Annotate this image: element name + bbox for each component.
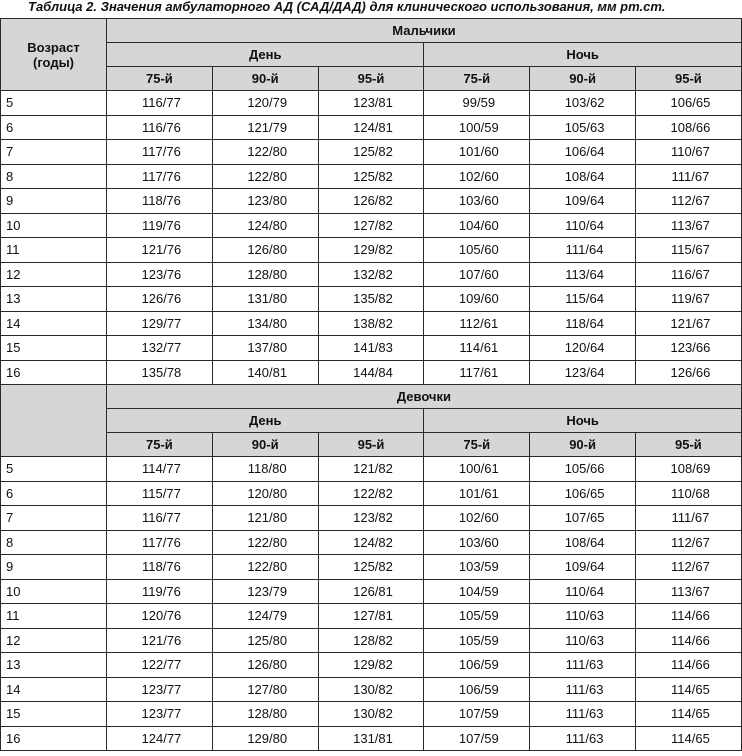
- section-title: Девочки: [107, 385, 742, 409]
- age-cell: 9: [1, 189, 107, 214]
- bp-value-cell: 134/80: [212, 311, 318, 336]
- bp-value-cell: 111/63: [530, 702, 636, 727]
- bp-value-cell: 137/80: [212, 336, 318, 361]
- bp-value-cell: 123/64: [530, 360, 636, 385]
- period-day-header: День: [107, 409, 424, 433]
- bp-value-cell: 112/61: [424, 311, 530, 336]
- bp-value-cell: 135/82: [318, 287, 424, 312]
- bp-value-cell: 116/77: [107, 91, 213, 116]
- bp-value-cell: 105/60: [424, 238, 530, 263]
- bp-value-cell: 123/77: [107, 702, 213, 727]
- bp-value-cell: 123/81: [318, 91, 424, 116]
- table-row: [1, 457, 742, 482]
- table-row: [1, 262, 742, 287]
- bp-value-cell: 128/82: [318, 628, 424, 653]
- bp-value-cell: 115/77: [107, 481, 213, 506]
- table-row: [1, 530, 742, 555]
- table-row: [1, 287, 742, 312]
- bp-value-cell: 110/68: [635, 481, 741, 506]
- bp-value-cell: 104/59: [424, 579, 530, 604]
- bp-value-cell: 110/63: [530, 628, 636, 653]
- bp-value-cell: 117/76: [107, 164, 213, 189]
- bp-value-cell: 132/77: [107, 336, 213, 361]
- bp-value-cell: 102/60: [424, 164, 530, 189]
- bp-value-cell: 114/65: [635, 726, 741, 751]
- bp-value-cell: 119/76: [107, 579, 213, 604]
- bp-value-cell: 125/82: [318, 555, 424, 580]
- bp-value-cell: 121/79: [212, 115, 318, 140]
- bp-value-cell: 108/64: [530, 164, 636, 189]
- bp-value-cell: 117/76: [107, 530, 213, 555]
- period-night-header: Ночь: [424, 409, 741, 433]
- bp-value-cell: 111/64: [530, 238, 636, 263]
- bp-value-cell: 121/76: [107, 628, 213, 653]
- table-row: [1, 189, 742, 214]
- bp-value-cell: 123/80: [212, 189, 318, 214]
- age-cell: 13: [1, 287, 107, 312]
- bp-value-cell: 107/59: [424, 702, 530, 727]
- table-body: [1, 19, 742, 751]
- bp-value-cell: 101/60: [424, 140, 530, 165]
- bp-value-cell: 127/82: [318, 213, 424, 238]
- bp-value-cell: 106/59: [424, 653, 530, 678]
- age-cell: 15: [1, 336, 107, 361]
- age-cell: 14: [1, 677, 107, 702]
- bp-value-cell: 123/66: [635, 336, 741, 361]
- bp-value-cell: 108/66: [635, 115, 741, 140]
- table-row: [1, 336, 742, 361]
- age-cell: 14: [1, 311, 107, 336]
- age-header: [1, 385, 107, 457]
- bp-value-cell: 132/82: [318, 262, 424, 287]
- bp-value-cell: 116/77: [107, 506, 213, 531]
- bp-value-cell: 111/67: [635, 506, 741, 531]
- percentile-header: 75-й: [107, 67, 213, 91]
- section-title: Мальчики: [107, 19, 742, 43]
- period-night-header: Ночь: [424, 43, 741, 67]
- table-row: [1, 481, 742, 506]
- age-cell: 6: [1, 481, 107, 506]
- bp-value-cell: 118/64: [530, 311, 636, 336]
- bp-value-cell: 120/76: [107, 604, 213, 629]
- table-row: [1, 311, 742, 336]
- bp-value-cell: 107/65: [530, 506, 636, 531]
- percentile-header: 95-й: [635, 67, 741, 91]
- bp-value-cell: 109/64: [530, 189, 636, 214]
- table-caption: Таблица 2. Значения амбулаторного АД (САД/ДАД) для клинического использования, мм рт.ст.: [28, 0, 666, 14]
- bp-value-cell: 138/82: [318, 311, 424, 336]
- bp-value-cell: 130/82: [318, 677, 424, 702]
- bp-value-cell: 141/83: [318, 336, 424, 361]
- table-row: [1, 91, 742, 116]
- bp-value-cell: 115/64: [530, 287, 636, 312]
- bp-value-cell: 121/67: [635, 311, 741, 336]
- bp-value-cell: 124/77: [107, 726, 213, 751]
- bp-value-cell: 123/77: [107, 677, 213, 702]
- age-cell: 16: [1, 360, 107, 385]
- percentile-header: 95-й: [635, 433, 741, 457]
- bp-value-cell: 108/64: [530, 530, 636, 555]
- table-row: [1, 238, 742, 263]
- percentile-header: 95-й: [318, 433, 424, 457]
- bp-value-cell: 124/80: [212, 213, 318, 238]
- percentile-header: 90-й: [530, 433, 636, 457]
- table-row: [1, 653, 742, 678]
- bp-value-cell: 116/76: [107, 115, 213, 140]
- period-header-row: [1, 43, 742, 67]
- bp-value-cell: 123/79: [212, 579, 318, 604]
- bp-value-cell: 129/82: [318, 238, 424, 263]
- table-row: [1, 164, 742, 189]
- bp-value-cell: 107/59: [424, 726, 530, 751]
- bp-value-cell: 119/67: [635, 287, 741, 312]
- age-cell: 9: [1, 555, 107, 580]
- bp-value-cell: 114/66: [635, 653, 741, 678]
- age-header-label: Возраст: [27, 39, 80, 55]
- bp-value-cell: 125/80: [212, 628, 318, 653]
- bp-value-cell: 128/80: [212, 702, 318, 727]
- bp-value-cell: 113/64: [530, 262, 636, 287]
- bp-value-cell: 122/80: [212, 530, 318, 555]
- bp-value-cell: 114/65: [635, 677, 741, 702]
- table-row: [1, 604, 742, 629]
- bp-value-cell: 116/67: [635, 262, 741, 287]
- bp-value-cell: 106/65: [530, 481, 636, 506]
- table-row: [1, 628, 742, 653]
- percentile-header: 90-й: [212, 433, 318, 457]
- bp-value-cell: 123/82: [318, 506, 424, 531]
- bp-value-cell: 108/69: [635, 457, 741, 482]
- bp-value-cell: 114/61: [424, 336, 530, 361]
- bp-value-cell: 126/66: [635, 360, 741, 385]
- bp-value-cell: 123/76: [107, 262, 213, 287]
- age-cell: 11: [1, 604, 107, 629]
- percentile-header: 95-й: [318, 67, 424, 91]
- percentile-header: 75-й: [424, 433, 530, 457]
- bp-value-cell: 109/64: [530, 555, 636, 580]
- age-cell: 8: [1, 164, 107, 189]
- bp-value-cell: 131/80: [212, 287, 318, 312]
- bp-value-cell: 111/63: [530, 726, 636, 751]
- bp-value-cell: 110/67: [635, 140, 741, 165]
- bp-value-cell: 105/59: [424, 628, 530, 653]
- table-row: [1, 702, 742, 727]
- bp-value-cell: 121/80: [212, 506, 318, 531]
- age-cell: 10: [1, 579, 107, 604]
- bp-value-cell: 107/60: [424, 262, 530, 287]
- bp-value-cell: 101/61: [424, 481, 530, 506]
- bp-value-cell: 103/62: [530, 91, 636, 116]
- bp-value-cell: 122/80: [212, 140, 318, 165]
- age-header: [1, 19, 107, 91]
- age-cell: 5: [1, 91, 107, 116]
- bp-value-cell: 110/64: [530, 579, 636, 604]
- bp-value-cell: 122/80: [212, 164, 318, 189]
- age-cell: 15: [1, 702, 107, 727]
- percentile-header: 75-й: [424, 67, 530, 91]
- age-cell: 12: [1, 262, 107, 287]
- bp-value-cell: 129/77: [107, 311, 213, 336]
- bp-value-cell: 129/82: [318, 653, 424, 678]
- age-cell: 10: [1, 213, 107, 238]
- bp-value-cell: 117/61: [424, 360, 530, 385]
- percentile-header: 90-й: [530, 67, 636, 91]
- bp-value-cell: 106/59: [424, 677, 530, 702]
- table-row: [1, 677, 742, 702]
- table-row: [1, 140, 742, 165]
- bp-value-cell: 110/63: [530, 604, 636, 629]
- period-header-row: [1, 409, 742, 433]
- bp-value-cell: 103/59: [424, 555, 530, 580]
- bp-value-cell: 125/82: [318, 164, 424, 189]
- bp-value-cell: 104/60: [424, 213, 530, 238]
- bp-value-cell: 131/81: [318, 726, 424, 751]
- bp-value-cell: 120/80: [212, 481, 318, 506]
- age-cell: 7: [1, 506, 107, 531]
- bp-value-cell: 105/66: [530, 457, 636, 482]
- bp-value-cell: 109/60: [424, 287, 530, 312]
- bp-value-cell: 117/76: [107, 140, 213, 165]
- bp-value-cell: 105/63: [530, 115, 636, 140]
- bp-value-cell: 118/76: [107, 555, 213, 580]
- bp-value-cell: 125/82: [318, 140, 424, 165]
- bp-value-cell: 106/65: [635, 91, 741, 116]
- bp-value-cell: 112/67: [635, 530, 741, 555]
- bp-value-cell: 119/76: [107, 213, 213, 238]
- bp-value-cell: 124/79: [212, 604, 318, 629]
- bp-value-cell: 100/61: [424, 457, 530, 482]
- bp-value-cell: 113/67: [635, 213, 741, 238]
- age-cell: 12: [1, 628, 107, 653]
- table-row: [1, 115, 742, 140]
- bp-value-cell: 118/76: [107, 189, 213, 214]
- bp-value-cell: 126/82: [318, 189, 424, 214]
- percentile-header-row: [1, 67, 742, 91]
- table-row: [1, 579, 742, 604]
- bp-value-cell: 103/60: [424, 530, 530, 555]
- bp-value-cell: 103/60: [424, 189, 530, 214]
- bp-value-cell: 118/80: [212, 457, 318, 482]
- bp-value-cell: 114/77: [107, 457, 213, 482]
- percentile-header-row: [1, 433, 742, 457]
- bp-value-cell: 128/80: [212, 262, 318, 287]
- age-cell: 8: [1, 530, 107, 555]
- bp-value-cell: 144/84: [318, 360, 424, 385]
- bp-value-cell: 127/80: [212, 677, 318, 702]
- bp-value-cell: 121/76: [107, 238, 213, 263]
- age-cell: 5: [1, 457, 107, 482]
- period-day-header: День: [107, 43, 424, 67]
- table-row: [1, 360, 742, 385]
- age-cell: 6: [1, 115, 107, 140]
- bp-value-cell: 124/82: [318, 530, 424, 555]
- bp-value-cell: 122/82: [318, 481, 424, 506]
- bp-value-cell: 106/64: [530, 140, 636, 165]
- blood-pressure-table: [0, 18, 742, 751]
- age-cell: 11: [1, 238, 107, 263]
- age-cell: 16: [1, 726, 107, 751]
- bp-value-cell: 99/59: [424, 91, 530, 116]
- bp-value-cell: 121/82: [318, 457, 424, 482]
- table-row: [1, 726, 742, 751]
- age-cell: 7: [1, 140, 107, 165]
- bp-value-cell: 140/81: [212, 360, 318, 385]
- bp-value-cell: 105/59: [424, 604, 530, 629]
- percentile-header: 75-й: [107, 433, 213, 457]
- bp-value-cell: 120/64: [530, 336, 636, 361]
- bp-value-cell: 135/78: [107, 360, 213, 385]
- bp-value-cell: 113/67: [635, 579, 741, 604]
- section-header-row: [1, 385, 742, 409]
- bp-value-cell: 102/60: [424, 506, 530, 531]
- bp-value-cell: 110/64: [530, 213, 636, 238]
- age-cell: 13: [1, 653, 107, 678]
- bp-value-cell: 122/77: [107, 653, 213, 678]
- section-header-row: [1, 19, 742, 43]
- bp-value-cell: 112/67: [635, 189, 741, 214]
- bp-value-cell: 126/80: [212, 238, 318, 263]
- bp-value-cell: 120/79: [212, 91, 318, 116]
- bp-value-cell: 100/59: [424, 115, 530, 140]
- table-row: [1, 506, 742, 531]
- bp-value-cell: 112/67: [635, 555, 741, 580]
- bp-value-cell: 127/81: [318, 604, 424, 629]
- bp-value-cell: 114/65: [635, 702, 741, 727]
- percentile-header: 90-й: [212, 67, 318, 91]
- bp-value-cell: 129/80: [212, 726, 318, 751]
- table-row: [1, 555, 742, 580]
- bp-value-cell: 111/63: [530, 677, 636, 702]
- bp-value-cell: 122/80: [212, 555, 318, 580]
- bp-value-cell: 126/81: [318, 579, 424, 604]
- bp-value-cell: 130/82: [318, 702, 424, 727]
- bp-value-cell: 115/67: [635, 238, 741, 263]
- bp-value-cell: 114/66: [635, 628, 741, 653]
- bp-value-cell: 126/80: [212, 653, 318, 678]
- bp-value-cell: 111/63: [530, 653, 636, 678]
- table-row: [1, 213, 742, 238]
- bp-value-cell: 114/66: [635, 604, 741, 629]
- bp-value-cell: 124/81: [318, 115, 424, 140]
- age-header-unit: (годы): [32, 54, 75, 70]
- bp-value-cell: 126/76: [107, 287, 213, 312]
- bp-value-cell: 111/67: [635, 164, 741, 189]
